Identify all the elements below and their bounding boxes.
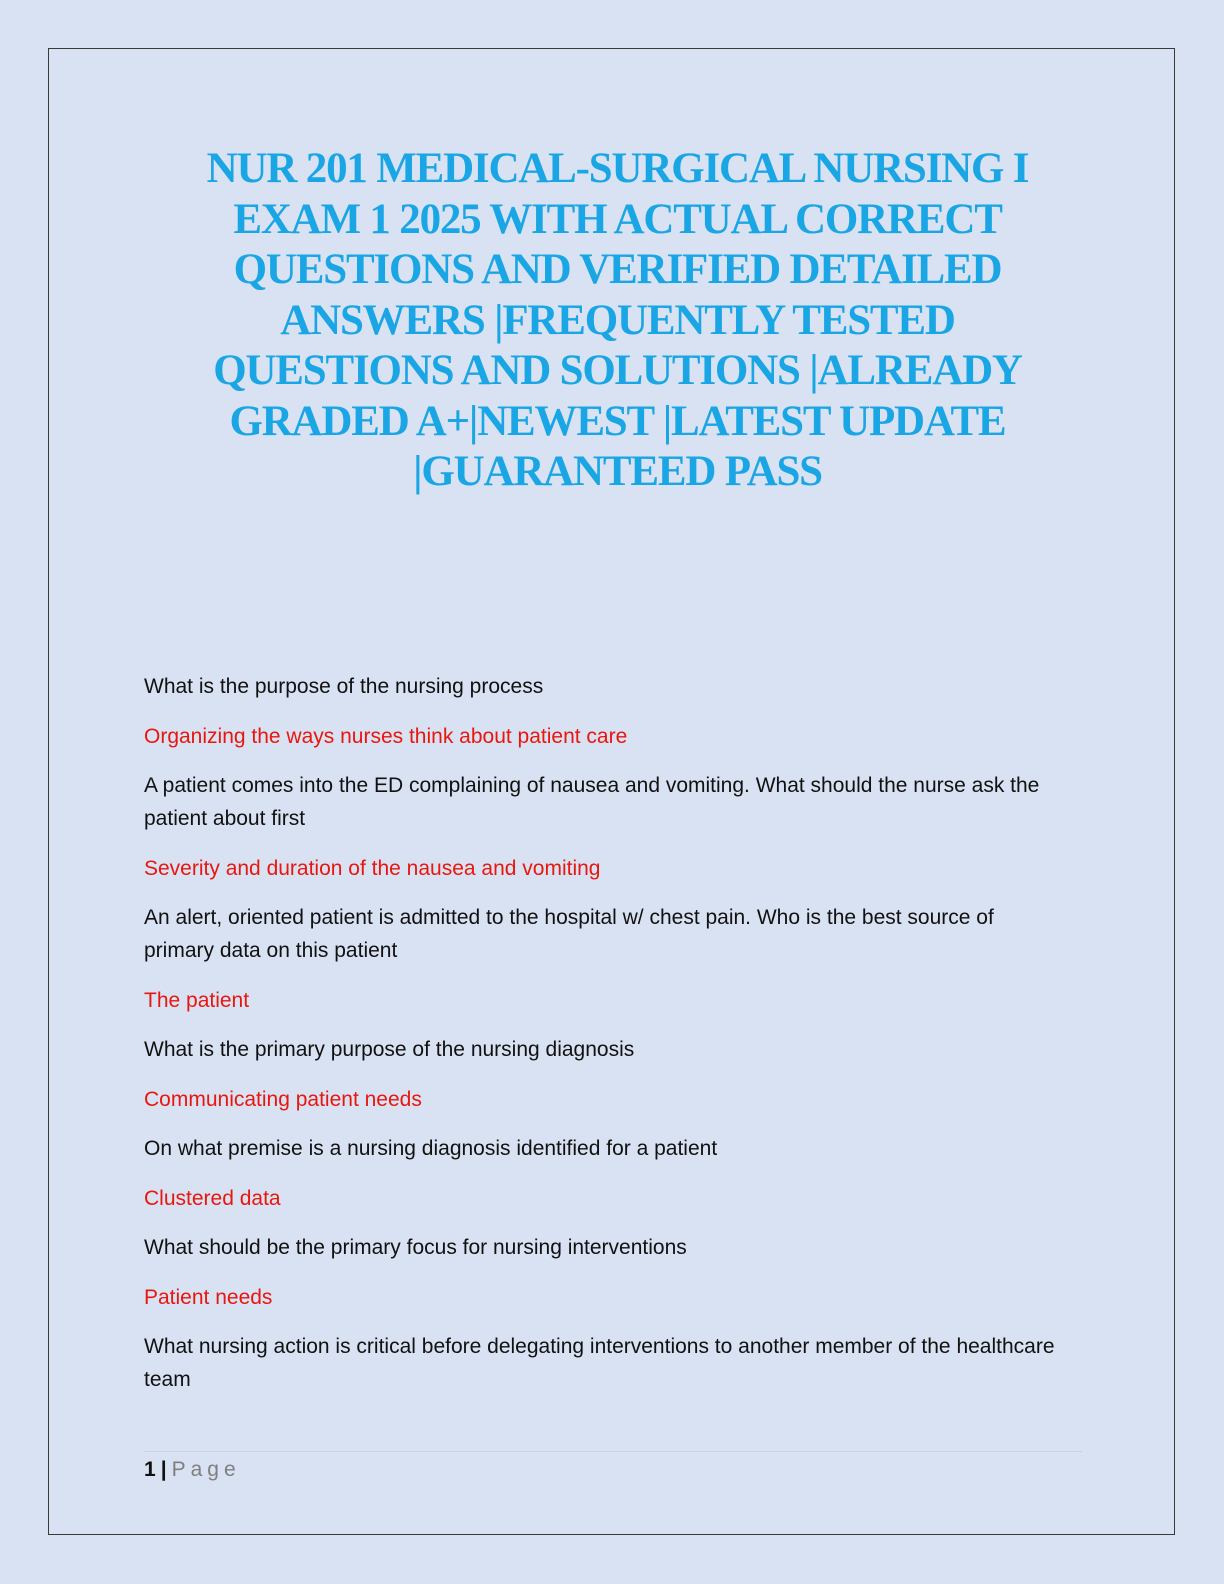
question-4: What is the primary purpose of the nursing diagnosis bbox=[144, 1038, 635, 1061]
footer-separator: | bbox=[160, 1458, 167, 1481]
question-5: On what premise is a nursing diagnosis identified for a patient bbox=[144, 1137, 718, 1160]
question-7: What nursing action is critical before delegating interventions to another member of the healthcare team bbox=[144, 1335, 1055, 1391]
answer-1: Organizing the ways nurses think about patient care bbox=[144, 724, 628, 748]
question-6: What should be the primary focus for nursing interventions bbox=[144, 1236, 687, 1259]
page-label: Page bbox=[171, 1458, 241, 1481]
answer-4: Communicating patient needs bbox=[144, 1087, 422, 1111]
question-3: An alert, oriented patient is admitted to the hospital w/ chest pain. Who is the best source of primary data on this patient bbox=[144, 906, 994, 962]
qa-list bbox=[144, 670, 1064, 1413]
footer-divider bbox=[144, 1451, 1082, 1452]
answer-6: Patient needs bbox=[144, 1285, 273, 1309]
answer-2: Severity and duration of the nausea and vomiting bbox=[144, 856, 601, 880]
answer-3: The patient bbox=[144, 988, 250, 1012]
page-footer bbox=[144, 1455, 241, 1485]
question-2: A patient comes into the ED complaining of nausea and vomiting. What should the nurse ask the patient about first bbox=[144, 774, 1040, 830]
answer-5: Clustered data bbox=[144, 1186, 281, 1210]
document-title: NUR 201 MEDICAL-SURGICAL NURSING I EXAM 1 2025 WITH ACTUAL CORRECT QUESTIONS AND VERIFIED DETAILED ANSWERS |FREQUENTLY TESTED QUESTIONS AND SOLUTIONS |ALREADY GRADED A+|NEWEST |LATEST UPDATE |GUARANTEED PASS bbox=[206, 145, 1029, 495]
page-number: 1 bbox=[144, 1458, 156, 1481]
question-1: What is the purpose of the nursing process bbox=[144, 675, 544, 698]
